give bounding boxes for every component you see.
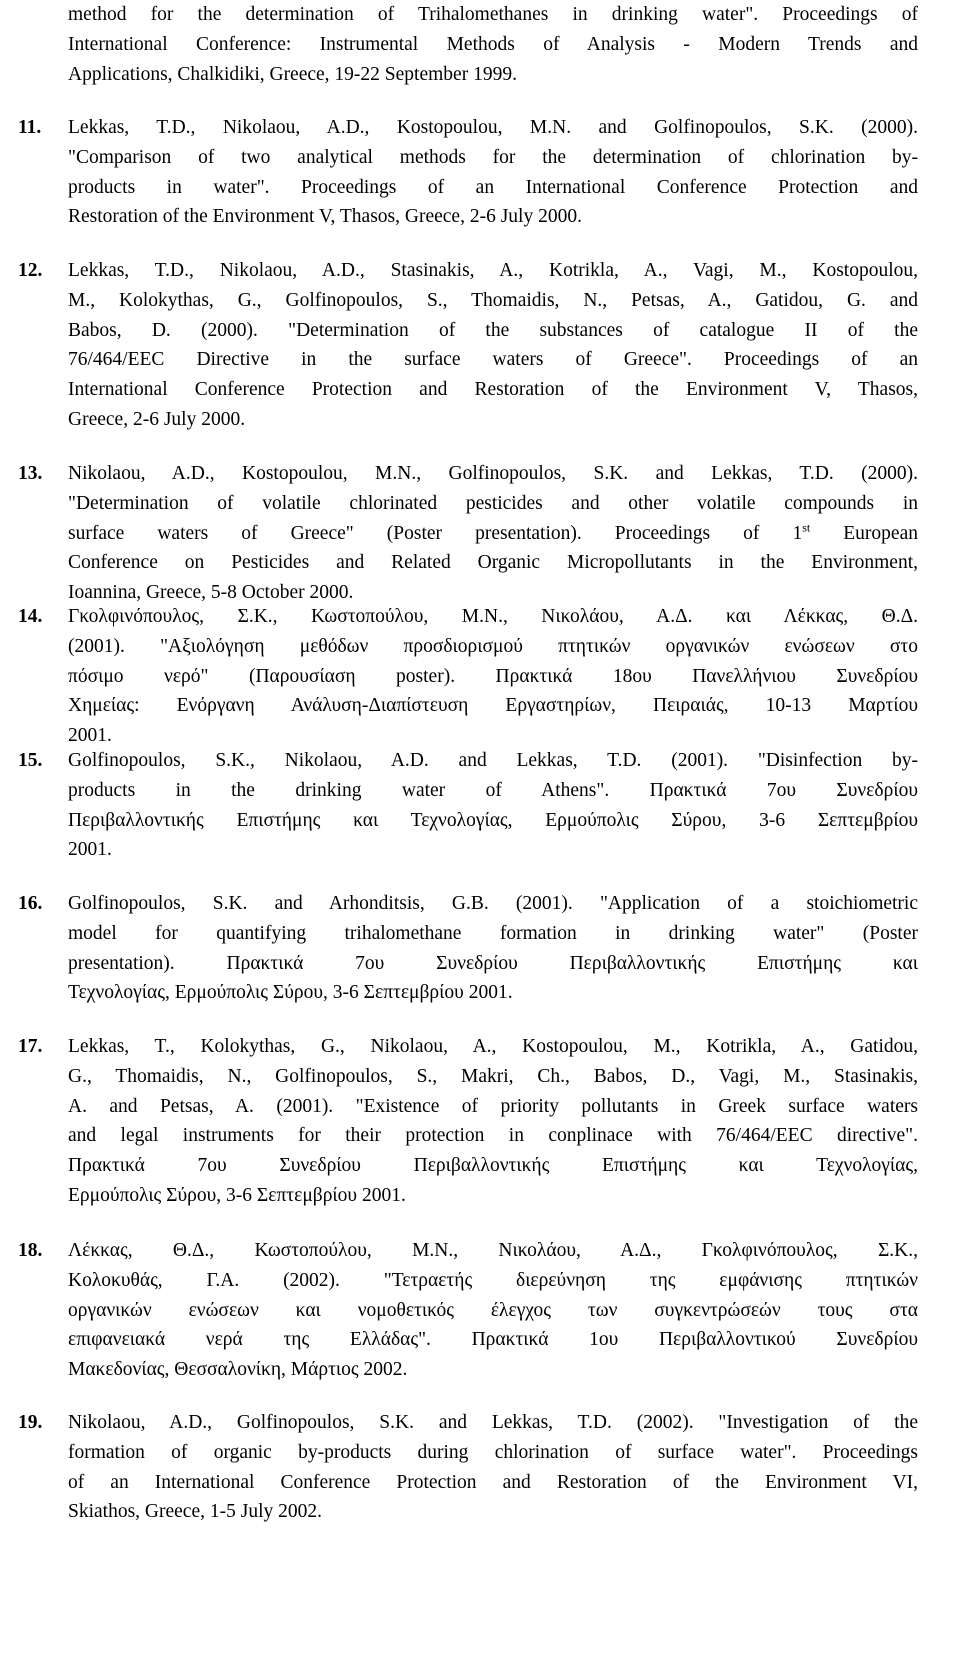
text-line: A. and Petsas, A. (2001). "Existence of priority pollutants in Greek surface waters bbox=[68, 1095, 918, 1117]
text-line: Πρακτικά 7ου Συνεδρίου Περιβαλλοντικής Επιστήμης και Τεχνολογίας, bbox=[68, 1155, 918, 1177]
text-line: Skiathos, Greece, 1-5 July 2002. bbox=[68, 1501, 322, 1523]
text-line: International Conference Protection and Restoration of the Environment V, Thasos, bbox=[68, 379, 918, 401]
text-line: επιφανειακά νερά της Ελλάδας". Πρακτικά 1ου Περιβαλλοντικού Συνεδρίου bbox=[68, 1329, 918, 1351]
text-line: formation of organic by-products during chlorination of surface water". Proceedings bbox=[68, 1441, 918, 1463]
text-fragment: surface waters of Greece" (Poster presentation). Proceedings of 1 bbox=[68, 522, 803, 544]
text-line: Conference on Pesticides and Related Organic Micropollutants in the Environment, bbox=[68, 552, 918, 574]
text-line: 2001. bbox=[68, 725, 112, 747]
text-line: Χημείας: Ενόργανη Ανάλυση-Διαπίστευση Εργαστηρίων, Πειραιάς, 10-13 Μαρτίου bbox=[68, 695, 918, 717]
text-line: Nikolaou, A.D., Kostopoulou, M.N., Golfinopoulos, S.K. and Lekkas, T.D. (2000). bbox=[68, 463, 918, 484]
text-line: Lekkas, T.D., Nikolaou, A.D., Stasinakis, A., Kotrikla, A., Vagi, M., Kostopoulou, bbox=[68, 260, 918, 281]
text-line: Golfinopoulos, S.K. and Arhonditsis, G.B. (2001). "Application of a stoichiometric bbox=[68, 893, 918, 914]
text-line: Lekkas, T.D., Nikolaou, A.D., Kostopoulou, M.N. and Golfinopoulos, S.K. (2000). bbox=[68, 117, 918, 138]
text-line: Λέκκας, Θ.Δ., Κωστοπούλου, Μ.Ν., Νικολάου, Α.Δ., Γκολφινόπουλος, Σ.Κ., bbox=[68, 1240, 918, 1261]
text-line: Τεχνολογίας, Ερμούπολις Σύρου, 3-6 Σεπτεμβρίου 2001. bbox=[68, 982, 513, 1004]
reference-text bbox=[68, 1236, 918, 1385]
text-line: 76/464/EEC Directive in the surface waters of Greece". Proceedings of an bbox=[68, 349, 918, 371]
text-line: Ioannina, Greece, 5-8 October 2000. bbox=[68, 582, 354, 604]
reference-number: 15. bbox=[18, 750, 43, 771]
reference-text bbox=[68, 602, 918, 751]
text-line: model for quantifying trihalomethane formation in drinking water" (Poster bbox=[68, 922, 918, 944]
text-line: πόσιμο νερό" (Παρουσίαση poster). Πρακτικά 18ου Πανελλήνιου Συνεδρίου bbox=[68, 665, 918, 687]
reference-text bbox=[68, 459, 918, 608]
text-fragment: European bbox=[810, 522, 918, 544]
text-line: οργανικών ενώσεων και νομοθετικός έλεγχος των συγκεντρώσεών τους στα bbox=[68, 1299, 918, 1321]
reference-text bbox=[68, 113, 918, 232]
text-line: Nikolaou, A.D., Golfinopoulos, S.K. and Lekkas, T.D. (2002). "Investigation of the bbox=[68, 1412, 918, 1433]
text-line: Γκολφινόπουλος, Σ.Κ., Κωστοπούλου, Μ.Ν., Νικολάου, Α.Δ. και Λέκκας, Θ.Δ. bbox=[68, 606, 918, 627]
reference-number: 13. bbox=[18, 463, 43, 484]
reference-text bbox=[68, 1032, 918, 1211]
reference-number: 17. bbox=[18, 1036, 43, 1057]
reference-number: 19. bbox=[18, 1412, 43, 1433]
text-line: "Determination of volatile chlorinated pesticides and other volatile compounds in bbox=[68, 492, 918, 514]
reference-text bbox=[68, 1408, 918, 1527]
text-line-with-superscript bbox=[68, 519, 918, 549]
text-line: Μακεδονίας, Θεσσαλονίκη, Μάρτιος 2002. bbox=[68, 1359, 408, 1381]
reference-number: 16. bbox=[18, 893, 43, 914]
reference-text bbox=[68, 889, 918, 1008]
reference-continuation bbox=[68, 0, 918, 89]
reference-number: 11. bbox=[18, 117, 42, 138]
text-line: M., Kolokythas, G., Golfinopoulos, S., Thomaidis, N., Petsas, A., Gatidou, G. and bbox=[68, 289, 918, 311]
text-line: Greece, 2-6 July 2000. bbox=[68, 408, 246, 430]
text-line: Restoration of the Environment V, Thasos, Greece, 2-6 July 2000. bbox=[68, 206, 582, 228]
text-line: products in water". Proceedings of an International Conference Protection and bbox=[68, 176, 918, 198]
text-line: and legal instruments for their protection in conplinace with 76/464/EEC directive". bbox=[68, 1125, 918, 1147]
text-line: "Comparison of two analytical methods for the determination of chlorination by- bbox=[68, 146, 918, 168]
text-line: (2001). "Αξιολόγηση μεθόδων προσδιορισμού πτητικών οργανικών ενώσεων στο bbox=[68, 635, 918, 657]
text-line: of an International Conference Protection and Restoration of the Environment VI, bbox=[68, 1471, 918, 1493]
text-line: products in the drinking water of Athens". Πρακτικά 7ου Συνεδρίου bbox=[68, 779, 918, 801]
reference-text bbox=[68, 746, 918, 865]
text-line: Lekkas, T., Kolokythas, G., Nikolaou, A., Kostopoulou, M., Kotrikla, A., Gatidou, bbox=[68, 1036, 918, 1057]
text-line: Ερμούπολις Σύρου, 3-6 Σεπτεμβρίου 2001. bbox=[68, 1184, 406, 1206]
text-line: 2001. bbox=[68, 839, 112, 861]
text-line: International Conference: Instrumental Methods of Analysis - Modern Trends and bbox=[68, 33, 918, 55]
text-line: Golfinopoulos, S.K., Nikolaou, A.D. and Lekkas, T.D. (2001). "Disinfection by- bbox=[68, 750, 918, 771]
text-line: Κολοκυθάς, Γ.Α. (2002). "Τετραετής διερεύνηση της εμφάνισης πτητικών bbox=[68, 1269, 918, 1291]
reference-text bbox=[68, 256, 918, 435]
superscript: st bbox=[802, 520, 811, 535]
text-line: method for the determination of Trihalomethanes in drinking water". Proceedings of bbox=[68, 4, 918, 25]
reference-number: 14. bbox=[18, 606, 43, 627]
text-line: Babos, D. (2000). "Determination of the substances of catalogue II of the bbox=[68, 319, 918, 341]
text-line: Applications, Chalkidiki, Greece, 19-22 September 1999. bbox=[68, 63, 517, 85]
reference-number: 12. bbox=[18, 260, 43, 281]
text-line: presentation). Πρακτικά 7ου Συνεδρίου Περιβαλλοντικής Επιστήμης και bbox=[68, 952, 918, 974]
reference-number: 18. bbox=[18, 1240, 43, 1261]
text-line: Περιβαλλοντικής Επιστήμης και Τεχνολογίας, Ερμούπολις Σύρου, 3-6 Σεπτεμβρίου bbox=[68, 809, 918, 831]
text-line: G., Thomaidis, N., Golfinopoulos, S., Makri, Ch., Babos, D., Vagi, M., Stasinakis, bbox=[68, 1065, 918, 1087]
